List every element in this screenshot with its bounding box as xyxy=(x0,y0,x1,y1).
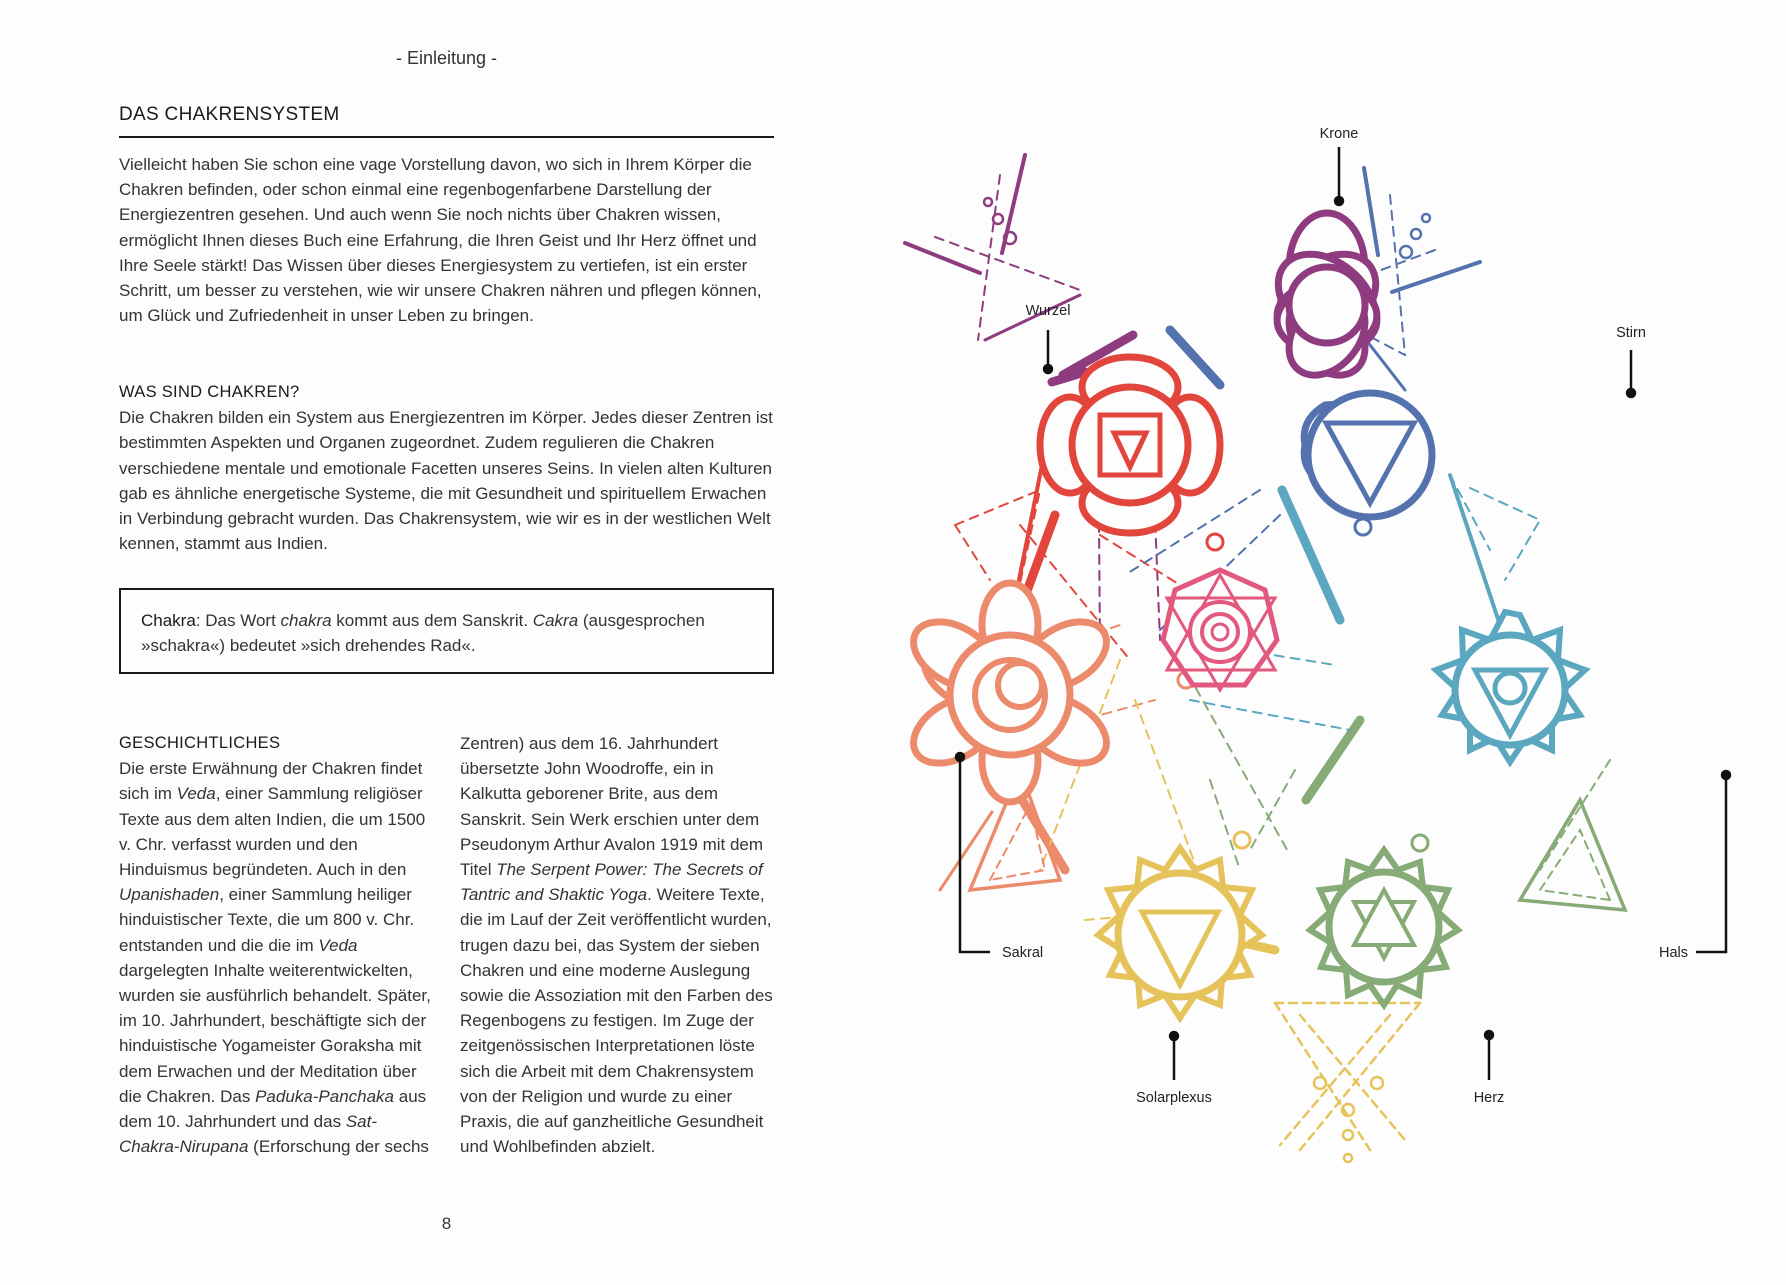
deco-circle xyxy=(984,198,992,206)
deco-circle xyxy=(1207,534,1223,550)
left-page xyxy=(0,0,880,1280)
definition-box xyxy=(119,588,774,674)
label-sacral: Sakral xyxy=(1002,945,1044,961)
dash-line xyxy=(1190,700,1350,730)
deco-line xyxy=(905,243,980,273)
label-solar-plexus: Solarplexus xyxy=(1136,1090,1212,1106)
dash-line xyxy=(1210,780,1240,870)
pointer-dot xyxy=(956,753,964,761)
intro-paragraph: Vielleicht haben Sie schon eine vage Vorstellung davon, wo sich in Ihrem Körper die Chakren befinden, oder schon einmal eine regenbogenfarbene Darstellung der Energiezentren gesehen. Und auch wenn Sie noch nichts über Chakren wissen, ermöglicht Ihnen dieses Buch eine Erfahrung, die Ihren Geist und Ihr Herz öffnet und Ihre Seele stärkt! Das Wissen über dieses Energiesystem zu vertiefen, ist ein erster Schritt, um besser zu verstehen, wie wir unsere Chakren nähren und pflegen können, um Glück und Zufriedenheit in unser Leben zu bringen. xyxy=(119,155,762,326)
history-italic: Veda xyxy=(318,935,358,955)
chakra-diagram xyxy=(880,0,1786,1280)
deco-circle xyxy=(993,214,1003,224)
deco-dash xyxy=(1280,1015,1390,1145)
pointer-dot xyxy=(1170,1032,1178,1040)
definition-text: kommt aus dem Sanskrit. xyxy=(331,611,533,630)
label-heart: Herz xyxy=(1473,1090,1505,1106)
label-root: Wurzel xyxy=(1025,303,1071,319)
section-title: DAS CHAKRENSYSTEM xyxy=(119,104,340,125)
deco-circle xyxy=(1344,1154,1352,1162)
label-throat: Hals xyxy=(1658,945,1688,961)
deco-triangle xyxy=(1540,830,1610,900)
history-text: dargelegten Inhalte weiterentwickelten, wurden sie ausführlich behandelt. Später, im 10. Jahrhundert, beschäftigte sich der hinduistische Yogameister Goraksha mit dem Erwachen und der Meditation über die Chakren. Das xyxy=(119,960,431,1106)
deco-line xyxy=(940,812,992,890)
dash-line xyxy=(1100,535,1180,585)
history-text: (Erforschung der sechs xyxy=(248,1137,429,1157)
pointer-throat xyxy=(1696,775,1726,952)
definition-text: (ausgesprochen »schakra«) bedeutet »sich drehendes Rad«. xyxy=(141,611,705,655)
connector-third-eye-throat xyxy=(1282,490,1340,620)
right-page xyxy=(880,0,1786,1280)
root-chakra-icon xyxy=(1040,357,1220,533)
history-italic: Veda xyxy=(176,784,216,804)
deco-line xyxy=(1364,168,1378,255)
deco-line xyxy=(1002,155,1025,253)
definition-term: Chakra xyxy=(141,611,196,630)
what-are-body: Die Chakren bilden ein System aus Energiezentren im Körper. Jedes dieser Zentren ist bestimmten Aspekten und Organen zugeordnet. Zudem regulieren die Chakren verschiedene mentale und emotionale Facetten unseres Seins. In vielen alten Kulturen gab es ähnliche energetische Systeme, die mit Gesundheit und spirituellem Erwachen in Verbindung gebracht wurden. Das Chakrensystem, wie wir es in der westlichen Welt kennen, stammt aus Indien. xyxy=(119,408,773,554)
deco-line xyxy=(1392,262,1480,292)
history-italic: Upanishaden xyxy=(119,885,220,905)
what-are-section xyxy=(119,380,779,556)
pointer-dot xyxy=(1044,365,1052,373)
what-are-heading: WAS SIND CHAKREN? xyxy=(119,383,300,401)
deco-circle xyxy=(1234,832,1250,848)
deco-dash xyxy=(978,175,1000,340)
definition-text: Das Wort xyxy=(205,611,281,630)
deco-circle xyxy=(1422,214,1430,222)
history-italic: Sat-Chakra-Nirupana xyxy=(119,1112,378,1157)
definition-sep: : xyxy=(195,611,206,630)
pointer-dot xyxy=(1722,771,1730,779)
connector-heart-throat xyxy=(1306,720,1360,800)
history-italic: The Serpent Power: The Secrets of Tantric and Shaktic Yoga xyxy=(460,860,763,905)
history-text: , einer Sammlung heiliger hinduistischer Texte, die um 800 v. Chr. entstanden und die die im xyxy=(119,885,415,955)
deco-dash xyxy=(955,525,990,580)
label-crown: Krone xyxy=(1319,126,1359,142)
dash-line xyxy=(1250,770,1295,850)
definition-word: Cakra xyxy=(532,611,579,630)
throat-chakra-icon xyxy=(1436,612,1585,762)
history-column-1 xyxy=(119,731,434,1159)
deco-circle xyxy=(1412,835,1428,851)
history-text: . Weitere Texte, die im Lauf der Zeit veröffentlicht wurden, trugen dazu bei, das System der sieben Chakren und eine moderne Auslegung sowie die Assoziation mit den Farben des Regenbogens zu festigen. Im Zuge der zeitgenössischen Interpretationen löste sich die Arbeit mit dem Chakrensystem von der Religion und wurde zu einer Praxis, die auf ganzheitliche Gesundheit und Wohlbefinden abzielt. xyxy=(460,885,773,1157)
deco-circle xyxy=(1411,229,1421,239)
definition-word: chakra xyxy=(280,611,332,630)
running-head: - Einleitung - xyxy=(395,48,498,68)
dash-line xyxy=(1180,660,1290,855)
deco-circle xyxy=(1371,1077,1383,1089)
deco-circle xyxy=(1400,246,1412,258)
label-third-eye: Stirn xyxy=(1616,325,1646,341)
deco-circle xyxy=(1314,1077,1326,1089)
deco-dash xyxy=(1540,760,1610,870)
pointer-dot xyxy=(1485,1031,1493,1039)
third-eye-chakra-icon xyxy=(1304,393,1432,517)
deco-dash xyxy=(1390,195,1405,355)
history-text: Die erste Erwähnung der Chakren findet sich im xyxy=(119,759,423,804)
history-text: Zentren) aus dem 16. Jahrhundert übersetzte John Woodroffe, ein in Kalkutta geborener Brite, aus dem Sanskrit. Sein Werk erschien unter dem Pseudonym Arthur Avalon 1919 mit dem Titel xyxy=(460,734,764,880)
sacral-chakra-icon xyxy=(902,583,1118,802)
pointer-dot xyxy=(1335,197,1343,205)
pointer-dot xyxy=(1627,389,1635,397)
history-text: aus dem 10. Jahrhundert und das xyxy=(119,1086,427,1132)
history-italic: Paduka-Panchaka xyxy=(255,1086,395,1106)
deco-circle xyxy=(1343,1130,1353,1140)
history-text: , einer Sammlung religiöser Texte aus dem alten Indien, die um 1500 v. Chr. verfasst wurden und den Hinduismus begründeten. Auch in den xyxy=(119,784,426,880)
deco-circle xyxy=(1355,519,1371,535)
heart-chakra-icon xyxy=(1310,850,1458,1005)
history-heading: GESCHICHTLICHES xyxy=(119,734,281,752)
deco-triangle xyxy=(1520,800,1625,910)
center-chakra-icon xyxy=(1163,570,1277,690)
history-column-2 xyxy=(460,731,775,1159)
page-number: 8 xyxy=(441,1214,452,1233)
solar-plexus-chakra-icon xyxy=(1098,848,1262,1018)
title-rule xyxy=(119,136,774,138)
